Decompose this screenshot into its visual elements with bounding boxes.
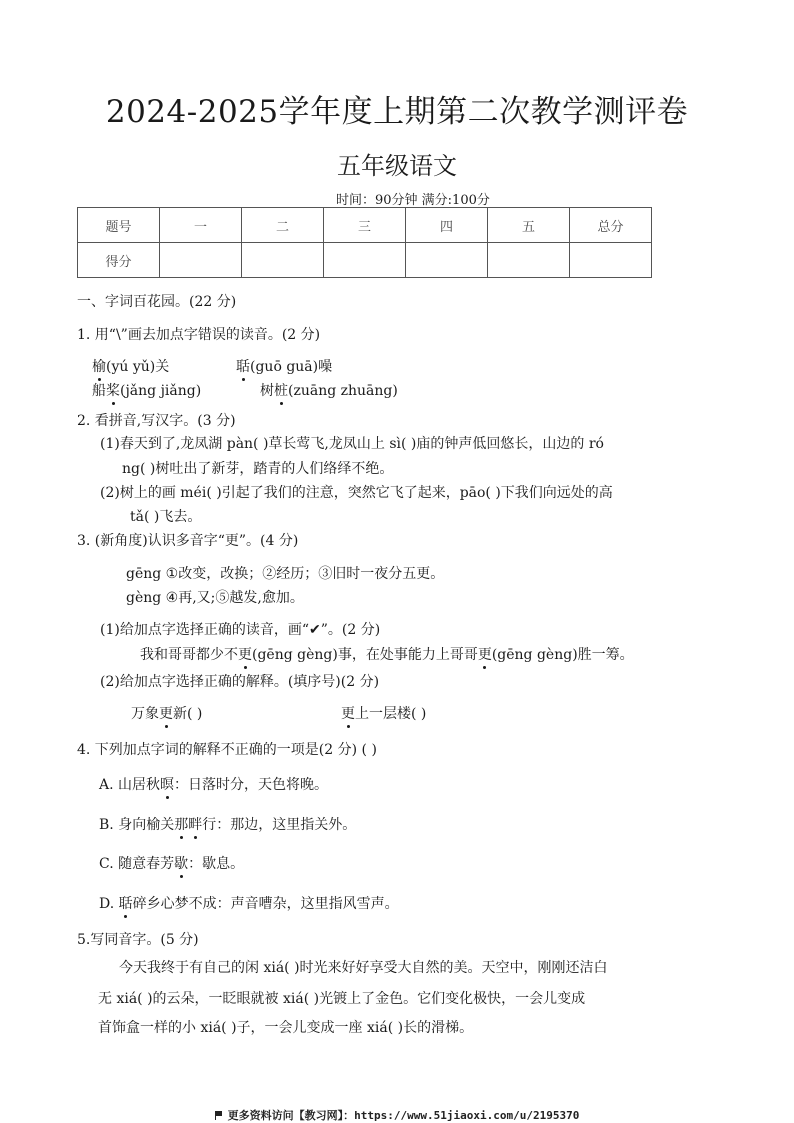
q1-item-char: 船 — [92, 383, 106, 399]
score-cell-header: 总分 — [570, 208, 652, 243]
q1-item-2 — [236, 356, 332, 376]
question-4-stem: 4. 下列加点字词的解释不正确的一项是(2 分) ( ) — [77, 742, 377, 758]
q1-item-text: (jǎng jiǎng) — [120, 383, 202, 399]
option-text: ：日落时分，天色将晚。 — [174, 777, 329, 793]
score-cell-header: 二 — [242, 208, 324, 243]
q2-line-4: tǎ( )飞去。 — [130, 509, 202, 525]
question-5-stem: 5.写同音字。(5 分) — [77, 932, 199, 948]
q1-item-4 — [260, 380, 398, 400]
q5-line-2: 无 xiá( )的云朵，一眨眼就被 xiá( )光镀上了金色。它们变化极快，一会儿变成 — [98, 991, 586, 1007]
footer — [0, 1107, 794, 1123]
score-table — [77, 207, 652, 278]
q1-item-text: (yú yǔ)关 — [106, 359, 170, 375]
q4-option-a[interactable] — [99, 774, 328, 794]
option-text: C. 随意春芳 — [99, 856, 175, 872]
score-cell-blank[interactable] — [570, 243, 652, 278]
option-text: D. — [99, 896, 119, 912]
q3-phrase-part: 万象 — [131, 706, 159, 722]
option-text: A. 山居秋 — [99, 777, 161, 793]
page-subtitle: 五年级语文 — [337, 152, 457, 180]
score-cell-blank[interactable] — [324, 243, 406, 278]
time-info: 时间：90分钟 满分:100分 — [336, 193, 490, 208]
q3-sub-2: (2)给加点字选择正确的解释。(填序号)(2 分) — [100, 674, 380, 690]
q3-sentence-part: (gēng gèng)胜一筹。 — [491, 647, 634, 663]
dotted-char: 更 — [159, 703, 173, 723]
q3-sentence — [140, 644, 634, 664]
score-table-score-row — [78, 243, 652, 278]
section-heading: 一、字词百花园。(22 分) — [77, 294, 237, 310]
question-2-stem: 2. 看拼音,写汉字。(3 分) — [77, 413, 236, 429]
q5-line-1: 今天我终于有自己的闲 xiá( )时光来好好享受大自然的美。天空中，刚刚还洁白 — [119, 960, 608, 976]
score-cell-header: 四 — [406, 208, 488, 243]
dotted-char: 畔 — [188, 814, 202, 834]
score-cell-blank[interactable] — [406, 243, 488, 278]
dotted-char: 聒 — [236, 356, 250, 376]
dotted-char: 暝 — [160, 774, 174, 794]
q1-item-1 — [92, 356, 169, 376]
dotted-char: 桩 — [274, 380, 288, 400]
q3-definition-1: gēng ①改变，改换；②经历；③旧时一夜分五更。 — [126, 566, 445, 582]
q3-phrase-part: 上一层楼( ) — [355, 706, 427, 722]
score-cell-blank[interactable] — [488, 243, 570, 278]
dotted-char: 更 — [238, 644, 252, 664]
question-1-stem: 1. 用“\”画去加点字错误的读音。(2 分) — [77, 327, 321, 343]
q2-line-2: ng( )树吐出了新芽，踏青的人们络绎不绝。 — [122, 461, 394, 477]
q4-option-b[interactable] — [99, 814, 356, 834]
option-text: 碎乡心梦不成：声音嘈杂，这里指风雪声。 — [132, 896, 399, 912]
q3-sentence-part: 我和哥哥都少不 — [140, 647, 238, 663]
page-title: 2024-2025学年度上期第二次教学测评卷 — [105, 94, 689, 130]
q3-phrase-2 — [341, 703, 426, 723]
q2-line-3: (2)树上的画 méi( )引起了我们的注意，突然它飞了起来，pāo( )下我们向远处的高 — [100, 485, 613, 501]
score-cell-header: 五 — [488, 208, 570, 243]
dotted-char: 歇 — [174, 853, 188, 873]
dotted-char: 那 — [174, 814, 188, 834]
score-table-header-row — [78, 208, 652, 243]
q1-item-text: (zuāng zhuāng) — [288, 383, 398, 399]
option-text: ：歇息。 — [188, 856, 245, 872]
footer-link[interactable]: 更多资料访问【教习网】：https://www.51jiaoxi.com/u/2195370 — [227, 1109, 580, 1122]
dotted-char: 更 — [341, 703, 355, 723]
q4-option-d[interactable] — [99, 893, 399, 913]
q3-phrase-part: 新( ) — [173, 706, 203, 722]
flag-icon — [215, 1111, 224, 1120]
q3-sentence-part: (gēng gèng)事，在处事能力上哥哥 — [252, 647, 478, 663]
dotted-char: 榆 — [92, 356, 106, 376]
score-cell-label: 得分 — [78, 243, 160, 278]
q4-option-c[interactable] — [99, 853, 244, 873]
q1-item-text: (guō guā)噪 — [250, 359, 333, 375]
score-cell-header: 一 — [160, 208, 242, 243]
option-text: 行：那边，这里指关外。 — [202, 817, 357, 833]
q1-item-char: 树 — [260, 383, 274, 399]
dotted-char: 聒 — [119, 893, 133, 913]
question-3-stem: 3. (新角度)认识多音字“更”。(4 分) — [77, 533, 299, 549]
dotted-char: 桨 — [106, 380, 120, 400]
score-cell-blank[interactable] — [160, 243, 242, 278]
score-cell-blank[interactable] — [242, 243, 324, 278]
q3-definition-2: gèng ④再,又;⑤越发,愈加。 — [126, 590, 304, 606]
option-text: B. 身向榆关 — [99, 817, 175, 833]
score-cell-label: 题号 — [78, 208, 160, 243]
q2-line-1: (1)春天到了,龙凤湖 pàn( )草长莺飞,龙凤山上 sì( )庙的钟声低回悠长，山边的 ró — [100, 436, 604, 452]
score-cell-header: 三 — [324, 208, 406, 243]
dotted-char: 更 — [478, 644, 492, 664]
q5-line-3: 首饰盒一样的小 xiá( )子，一会儿变成一座 xiá( )长的滑梯。 — [98, 1020, 474, 1036]
q3-phrase-1 — [131, 703, 202, 723]
q3-sub-1: (1)给加点字选择正确的读音，画“✔”。(2 分) — [100, 622, 381, 638]
q1-item-3 — [92, 380, 201, 400]
